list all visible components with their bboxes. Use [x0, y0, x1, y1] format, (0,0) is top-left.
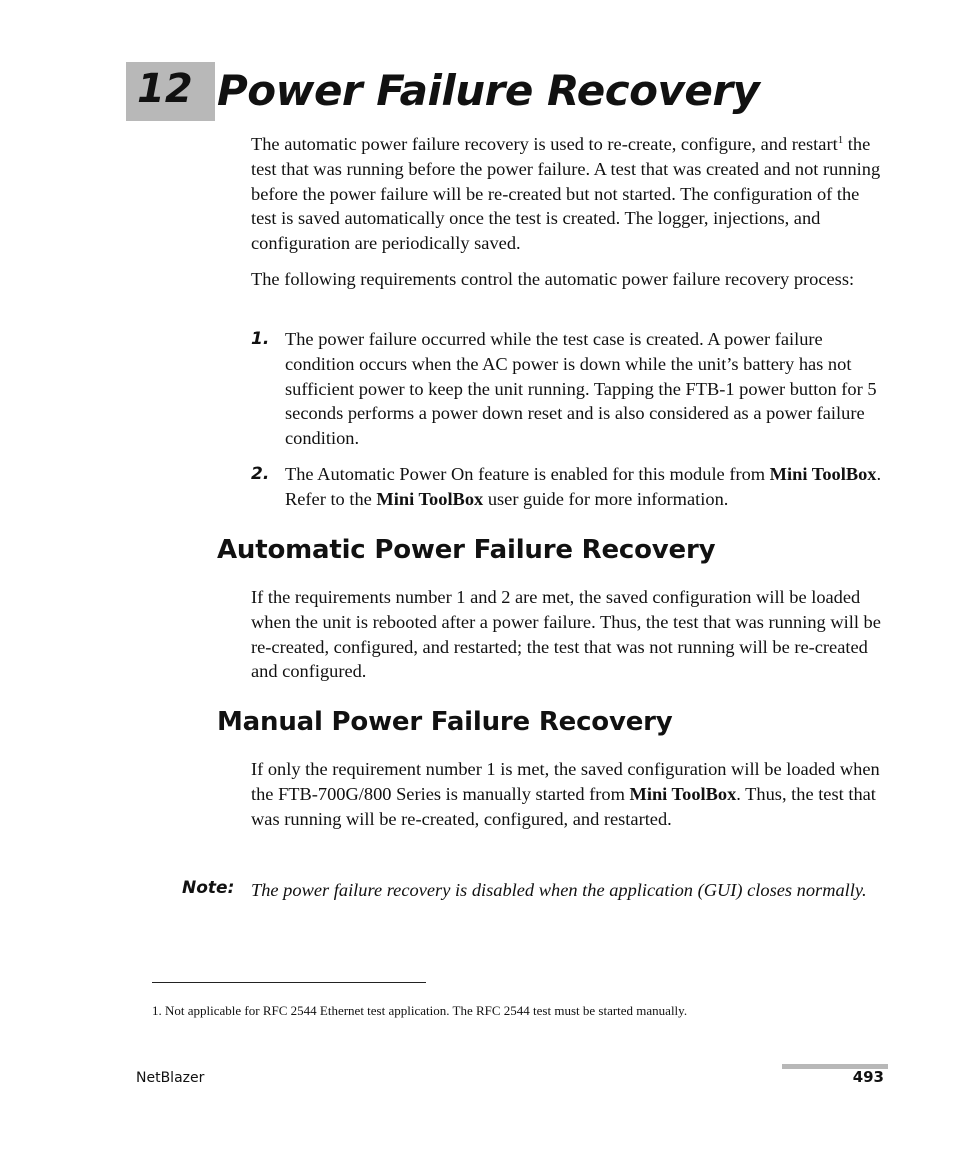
mini-toolbox-ref: Mini ToolBox	[769, 464, 877, 484]
automatic-paragraph: If the requirements number 1 and 2 are met, the saved configuration will be loaded when the unit is rebooted after a power failure. Thus, the test that was running will be re-created, configured, and restarted; the test that was not running will be re-created and configured.	[251, 587, 881, 682]
intro-text-a: The automatic power failure recovery is used to re-create, configure, and restart	[251, 134, 838, 154]
intro-paragraph-1	[251, 132, 887, 256]
mini-toolbox-ref: Mini ToolBox	[629, 783, 737, 804]
requirement-1-text: The power failure occurred while the test case is created. A power failure condition occurs when the AC power is down while the unit’s battery has not sufficient power to keep the unit running. Tapping the FTB-1 power button for 5 seconds performs a power down reset and is also considered as a power failure condition.	[285, 329, 877, 449]
note-label: Note:	[182, 878, 235, 898]
footnote-ref[interactable]: 1	[837, 133, 844, 146]
footnote: 1. Not applicable for RFC 2544 Ethernet test application. The RFC 2544 test must be started manually.	[152, 1003, 688, 1018]
intro-paragraph-2: The following requirements control the automatic power failure recovery process:	[251, 269, 855, 289]
mini-toolbox-ref: Mini ToolBox	[376, 488, 484, 509]
manual-paragraph: If only the requirement number 1 is met, the saved configuration will be loaded when the FTB-700G/800 Series is manually started from Mini ToolBox. Thus, the test that was running will be re-created, configured, and restarted.	[251, 759, 880, 829]
chapter-title: Power Failure Recovery	[217, 66, 760, 115]
requirement-2-text: The Automatic Power On feature is enabled for this module from Mini ToolBox. Refer to the Mini ToolBox user guide for more information.	[285, 464, 882, 509]
footer-product-name: NetBlazer	[136, 1070, 205, 1086]
requirement-2-number: 2.	[251, 464, 270, 484]
footnote-divider	[152, 982, 426, 983]
note-text: The power failure recovery is disabled when the application (GUI) closes normally.	[251, 880, 867, 900]
page-number: 493	[852, 1068, 884, 1086]
requirement-1-number: 1.	[251, 329, 270, 349]
intro-text-b: the test that was running before the power failure. A test that was created and not running before the power failure will be re-created but not started. The configuration of the test is saved automatically once the test is created. The logger, injections, and configuration are periodically saved.	[251, 134, 881, 254]
section-heading-manual: Manual Power Failure Recovery	[217, 707, 673, 737]
chapter-number: 12	[137, 66, 193, 112]
section-heading-automatic: Automatic Power Failure Recovery	[217, 535, 716, 565]
